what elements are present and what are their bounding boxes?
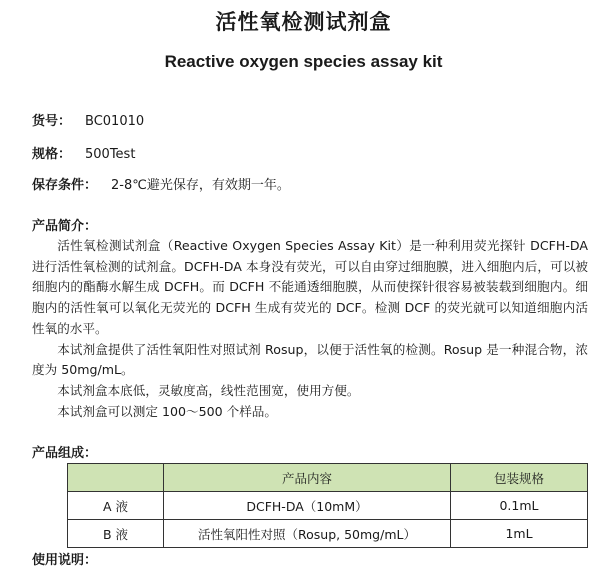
meta-value: 500Test — [85, 147, 136, 162]
meta-catalog-number — [32, 110, 144, 129]
meta-value: 2-8℃避光保存，有效期一年。 — [111, 178, 290, 193]
table-cell-content: DCFH-DA（10mM） — [164, 492, 451, 520]
page-title-en: Reactive oxygen species assay kit — [164, 52, 443, 71]
page-title-cn: 活性氧检测试剂盒 — [215, 10, 392, 34]
table-cell-content: 活性氧阳性对照（Rosup, 50mg/mL） — [164, 520, 451, 548]
intro-paragraph: 本试剂盒可以测定 100～500 个样品。 — [57, 403, 277, 419]
composition-heading: 产品组成： — [32, 446, 98, 461]
meta-storage — [32, 174, 290, 193]
table-header-cell — [68, 464, 164, 492]
usage-heading: 使用说明： — [32, 553, 98, 568]
meta-label: 保存条件： — [32, 178, 98, 193]
intro-paragraph: 本试剂盒本底低，灵敏度高，线性范围宽，使用方便。 — [57, 382, 360, 398]
table-cell-spec: 0.1mL — [451, 492, 588, 520]
table-cell-id: A 液 — [68, 492, 164, 520]
intro-paragraph: 活性氧检测试剂盒（Reactive Oxygen Species Assay Kit）是一种利用荧光探针 DCFH-DA 进行活性氧检测的试剂盒。DCFH-DA 本身没有荧光，可以自由穿过细胞膜，进入细胞内后，可以被细胞内的酯酶水解生成 DCFH。而 DCFH 不能通透细胞膜，从而使探针很容易被装载到细胞内。细胞内的活性氧可以氧化无荧光的 DCFH 生成有荧光的 DCF。检测 DCF 的荧光就可以知道细胞内活性氧的水平。 — [32, 238, 588, 336]
composition-table — [67, 463, 588, 548]
meta-label: 货号： — [32, 114, 72, 129]
intro-paragraph: 本试剂盒提供了活性氧阳性对照试剂 Rosup，以便于活性氧的检测。Rosup 是一种混合物，浓度为 50mg/mL。 — [32, 341, 588, 378]
meta-value: BC01010 — [85, 114, 145, 129]
table-header-cell: 包装规格 — [451, 464, 588, 492]
table-row — [68, 492, 588, 520]
meta-label: 规格： — [32, 147, 72, 162]
table-cell-spec: 1mL — [451, 520, 588, 548]
intro-body — [32, 236, 588, 422]
meta-specification — [32, 143, 135, 162]
table-header-cell: 产品内容 — [164, 464, 451, 492]
table-cell-id: B 液 — [68, 520, 164, 548]
intro-heading: 产品简介： — [32, 219, 98, 234]
table-row — [68, 520, 588, 548]
table-header-row — [68, 464, 588, 492]
